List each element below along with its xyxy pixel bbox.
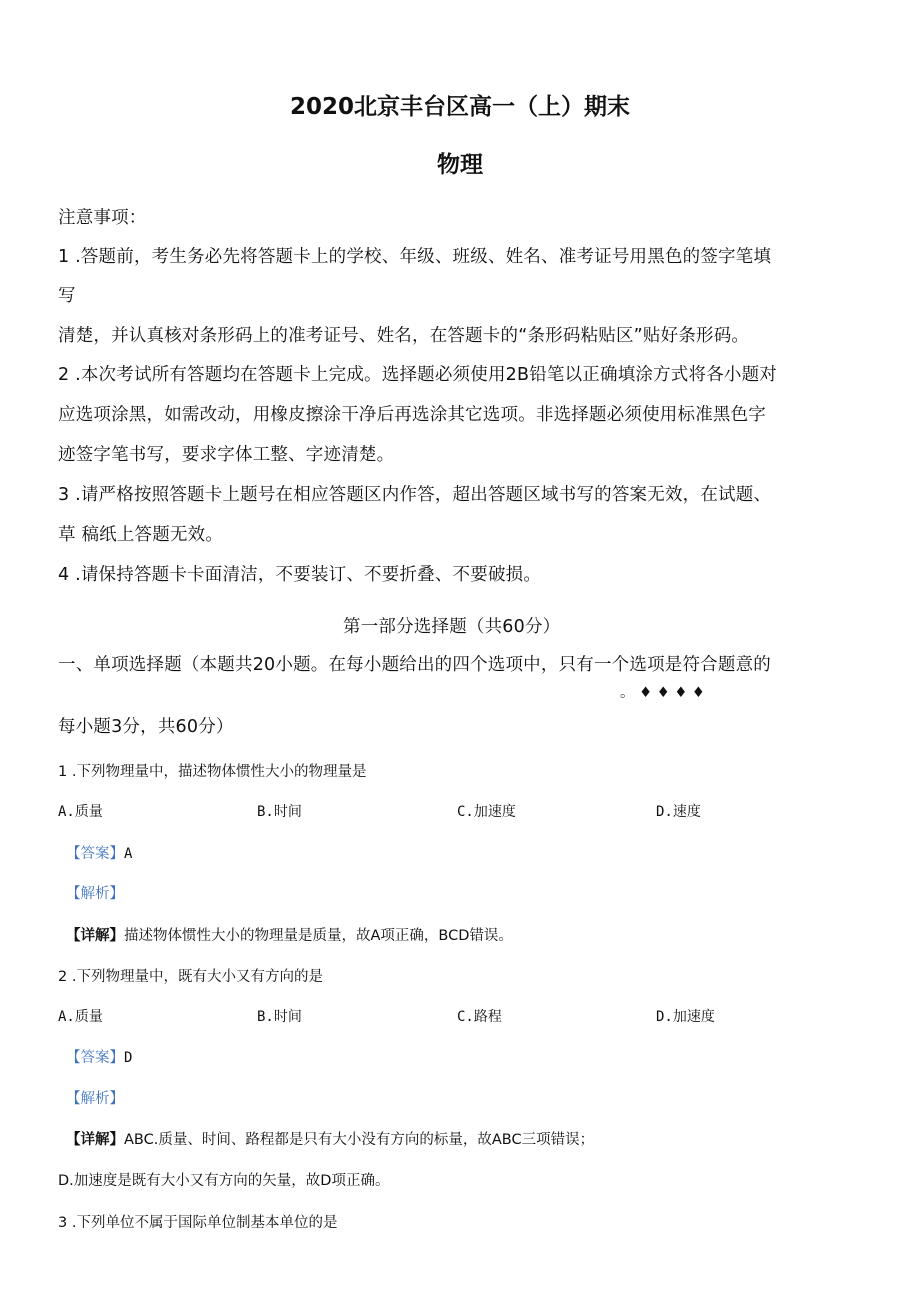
answer-value: A xyxy=(124,846,133,862)
answer-label: 【答案】 xyxy=(66,846,124,862)
option-d: D.加速度 xyxy=(656,1009,715,1025)
answer-row xyxy=(66,842,132,863)
answer-label: 【答案】 xyxy=(66,1050,124,1066)
notice-line: 清楚，并认真核对条形码上的准考证号、姓名，在答题卡的“条形码粘贴区”贴好条形码。 xyxy=(58,326,750,346)
notice-line: 4 .请保持答题卡卡面清洁，不要装订、不要折叠、不要破损。 xyxy=(58,565,542,585)
detail-label: 【详解】 xyxy=(66,928,124,944)
answer-value: D xyxy=(124,1050,133,1066)
detail-row xyxy=(66,924,513,945)
answer-row xyxy=(66,1046,132,1067)
detail-text: 描述物体惯性大小的物理量是质量，故A项正确，BCD错误。 xyxy=(124,928,513,944)
question-stem: 1 .下列物理量中，描述物体惯性大小的物理量是 xyxy=(58,764,367,780)
detail-text-cont: D.加速度是既有大小又有方向的矢量，故D项正确。 xyxy=(58,1173,390,1189)
option-b: B.时间 xyxy=(257,1009,302,1025)
detail-row xyxy=(66,1128,594,1149)
option-a: A.质量 xyxy=(58,1009,103,1025)
option-b: B.时间 xyxy=(257,804,302,820)
section-marks: 。 ♦ ♦ ♦ ♦ xyxy=(620,685,705,701)
subject-title: 物理 xyxy=(437,152,483,178)
notice-line: 应选项涂黑，如需改动，用橡皮擦涂干净后再选涂其它选项。非选择题必须使用标准黑色字 xyxy=(58,405,766,425)
section-heading-cont: 每小题3分，共60分） xyxy=(58,717,234,737)
notice-line: 3 .请严格按照答题卡上题号在相应答题区内作答，超出答题区域书写的答案无效，在试题、 xyxy=(58,485,772,505)
analysis-label: 【解析】 xyxy=(66,886,124,902)
notice-line: 1 .答题前，考生务必先将答题卡上的学校、年级、班级、姓名、准考证号用黑色的签字笔填 xyxy=(58,247,772,267)
option-c: C.路程 xyxy=(457,1009,502,1025)
analysis-label: 【解析】 xyxy=(66,1091,124,1107)
detail-text: ABC.质量、时间、路程都是只有大小没有方向的标量，故ABC三项错误； xyxy=(124,1132,595,1148)
option-d: D.速度 xyxy=(656,804,701,820)
notice-line: 写 xyxy=(58,286,76,306)
notice-heading: 注意事项： xyxy=(58,208,147,228)
question-stem: 3 .下列单位不属于国际单位制基本单位的是 xyxy=(58,1215,338,1231)
section-heading: 一、单项选择题（本题共20小题。在每小题给出的四个选项中，只有一个选项是符合题意的 xyxy=(58,655,771,675)
notice-line: 2 .本次考试所有答题均在答题卡上完成。选择题必须使用2B铅笔以正确填涂方式将各小题对 xyxy=(58,365,777,385)
part-heading: 第一部分选择题（共60分） xyxy=(343,617,561,637)
option-c: C.加速度 xyxy=(457,804,516,820)
notice-line: 草 稿纸上答题无效。 xyxy=(58,525,224,545)
question-stem: 2 .下列物理量中，既有大小又有方向的是 xyxy=(58,969,323,985)
page-title: 2020北京丰台区高一（上）期末 xyxy=(289,94,630,120)
detail-label: 【详解】 xyxy=(66,1132,124,1148)
notice-line: 迹签字笔书写，要求字体工整、字迹清楚。 xyxy=(58,445,395,465)
option-a: A.质量 xyxy=(58,804,103,820)
